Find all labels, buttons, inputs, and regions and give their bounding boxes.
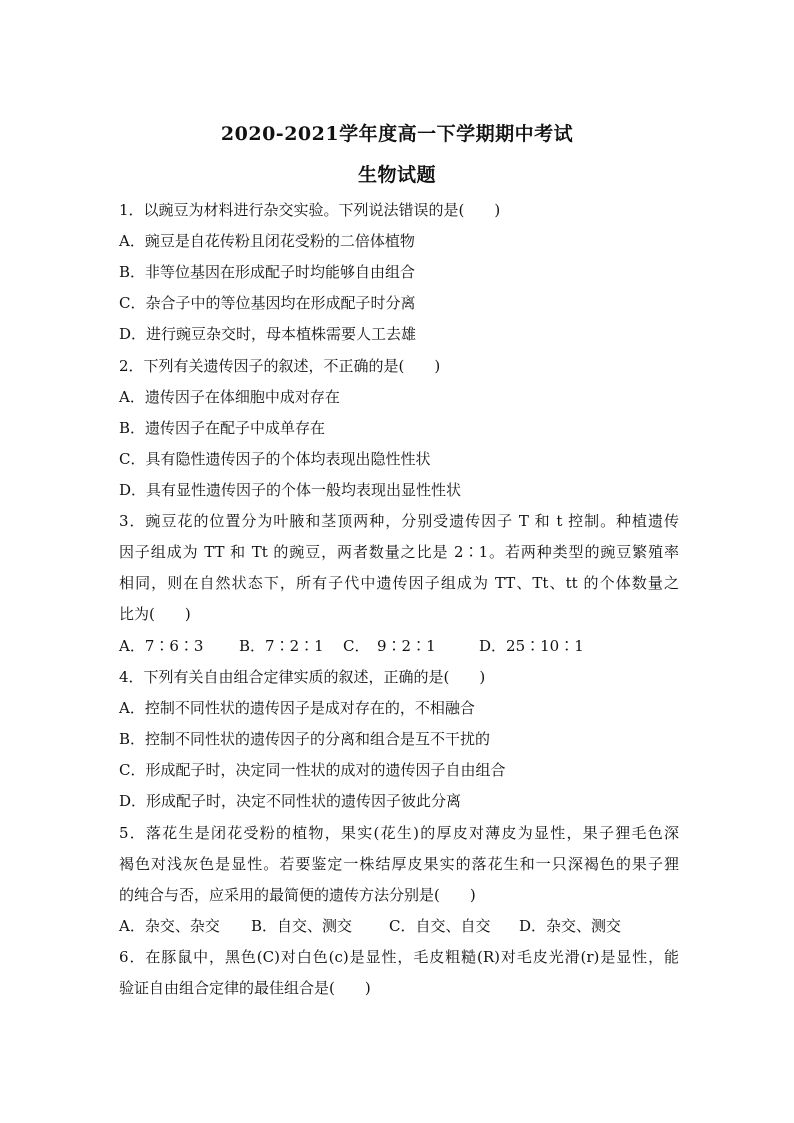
question-3-option-d: D．25∶10∶1 [479,637,584,655]
question-4-option-a: A．控制不同性状的遗传因子是成对存在的，不相融合 [119,699,475,717]
question-1-stem: 1．以豌豆为材料进行杂交实验。下列说法错误的是( ) [119,201,501,219]
exam-title: 2020-2021学年度高一下学期期中考试 [220,123,574,145]
question-4-option-c: C．形成配子时，决定同一性状的成对的遗传因子自由组合 [119,761,506,779]
question-3-option-b: B．7∶2∶1 [239,637,324,655]
question-3-option-c: C． 9∶2∶1 [343,637,436,655]
question-2-option-d: D．具有显性遗传因子的个体一般均表现出显性性状 [119,481,462,499]
question-1-option-c: C．杂合子中的等位基因均在形成配子时分离 [119,294,416,312]
question-1-option-b: B．非等位基因在形成配子时均能够自由组合 [119,263,416,281]
question-3-options [119,636,679,656]
question-4-option-b: B．控制不同性状的遗传因子的分离和组合是互不干扰的 [119,730,491,748]
question-6-stem-line-2: 验证自由组合定律的最佳组合是( ) [119,979,371,997]
question-3-stem-line-2: 因子组成为 TT 和 Tt 的豌豆，两者数量之比是 2∶1。若两种类型的豌豆繁殖率 [119,543,679,561]
question-3-stem-line-3: 相同，则在自然状态下，所有子代中遗传因子组成为 TT、Tt、tt 的个体数量之 [119,574,679,592]
question-5-option-b: B．自交、测交 [251,917,353,935]
question-5-option-a: A．杂交、杂交 [119,917,220,935]
question-2-stem: 2．下列有关遗传因子的叙述，不正确的是( ) [119,357,441,375]
question-2-option-c: C．具有隐性遗传因子的个体均表现出隐性性状 [119,450,431,468]
question-5-option-d: D．杂交、测交 [519,917,622,935]
question-3-option-a: A．7∶6∶3 [119,637,204,655]
question-5-option-c: C．自交、自交 [389,917,491,935]
question-2-option-b: B．遗传因子在配子中成单存在 [119,419,326,437]
question-2-option-a: A．遗传因子在体细胞中成对存在 [119,388,340,406]
question-6-stem-line-1: 6．在豚鼠中，黑色(C)对白色(c)是显性，毛皮粗糙(R)对毛皮光滑(r)是显性，能 [119,948,679,966]
question-3-stem-line-4: 比为( ) [119,605,191,623]
question-1-option-a: A．豌豆是自花传粉且闭花受粉的二倍体植物 [119,232,415,250]
question-5-stem-line-3: 的纯合与否，应采用的最简便的遗传方法分别是( ) [119,886,476,904]
question-5-stem-line-2: 褐色对浅灰色是显性。若要鉴定一株结厚皮果实的落花生和一只深褐色的果子狸 [119,855,679,873]
exam-subtitle: 生物试题 [357,164,436,186]
question-4-stem: 4．下列有关自由组合定律实质的叙述，正确的是( ) [119,668,486,686]
question-5-stem-line-1: 5．落花生是闭花受粉的植物，果实(花生)的厚皮对薄皮为显性，果子狸毛色深 [119,824,679,842]
question-4-option-d: D．形成配子时，决定不同性状的遗传因子彼此分离 [119,792,462,810]
question-3-stem-line-1: 3．豌豆花的位置分为叶腋和茎顶两种，分别受遗传因子 T 和 t 控制。种植遗传 [119,512,679,530]
question-1-option-d: D．进行豌豆杂交时，母本植株需要人工去雄 [119,325,417,343]
question-5-options [119,916,679,936]
